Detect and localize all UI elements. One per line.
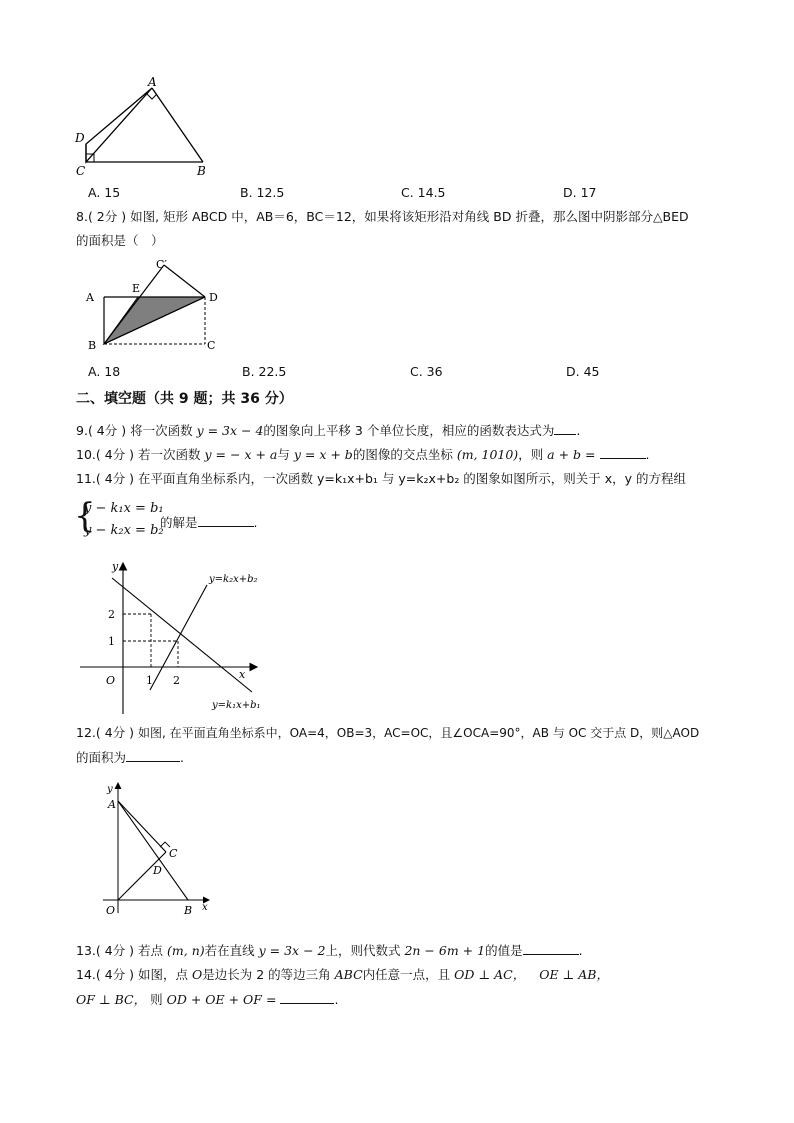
q11-axis-y: y <box>112 560 119 573</box>
q8-option-b[interactable]: B. 22.5 <box>242 364 287 379</box>
q14-formula-6: OD + OE + OF = <box>166 992 277 1007</box>
q8-option-c[interactable]: C. 36 <box>410 364 443 379</box>
q9-score: ( 4分 ) <box>87 423 127 438</box>
q11-axis-x: x <box>239 668 246 681</box>
q8-label-cprime: C′ <box>156 258 167 271</box>
q10-score: ( 4分 ) <box>95 447 135 462</box>
q12-label-y: y <box>107 784 113 795</box>
q11-text-end: . <box>253 515 258 530</box>
q13-stem <box>76 942 583 959</box>
q13-text-e: . <box>578 943 583 958</box>
q14-answer-blank[interactable] <box>280 991 334 1004</box>
q11-eq-2: y − k₂x = b₂ <box>84 523 164 538</box>
q13-formula-2: y = 3x − 2 <box>258 943 326 958</box>
q14-formula-4: OE ⊥ AB， <box>539 967 609 982</box>
q10-number: 10. <box>76 447 96 462</box>
q12-score: ( 4分 ) <box>95 725 135 740</box>
q11-line1-label: y=k₁x+b₁ <box>212 700 261 711</box>
q10-text-a: 若一次函数 <box>138 447 205 462</box>
q14-number: 14. <box>76 967 96 982</box>
q8-text-1: 如图, 矩形 ABCD 中，AB＝6，BC＝12，如果将该矩形沿对角线 BD 折叠，那么图中阴影部分△BED <box>130 209 689 224</box>
q11-system-brace: { <box>74 496 96 536</box>
q12-number: 12. <box>76 725 96 740</box>
q11-stem-line1 <box>76 471 686 487</box>
q8-stem-line1 <box>76 209 689 225</box>
q12-text-end: . <box>180 750 184 765</box>
q10-formula-2: y = x + b <box>293 447 353 462</box>
q11-answer-blank[interactable] <box>198 514 254 527</box>
q14-text-c: 内任意一点，且 <box>362 967 455 982</box>
q8-number: 8. <box>76 209 88 224</box>
q8-label-d: D <box>209 291 218 304</box>
q12-answer-blank[interactable] <box>126 749 180 762</box>
q14-formula-1: O <box>192 967 203 982</box>
q7-option-a[interactable]: A. 15 <box>88 185 121 200</box>
q7-label-d: D <box>75 131 85 145</box>
q14-formula-5: OF ⊥ BC， <box>76 992 147 1007</box>
q9-stem <box>76 422 580 439</box>
q11-text-after: 的解是 <box>160 515 198 530</box>
q11-tick-x2: 2 <box>173 674 180 687</box>
q9-answer-blank[interactable] <box>554 422 576 435</box>
q12-stem-line1 <box>76 725 699 741</box>
q12-stem-line2 <box>76 749 184 766</box>
q13-score: ( 4分 ) <box>95 943 135 958</box>
q9-formula: y = 3x − 4 <box>196 423 264 438</box>
q7-label-b: B <box>197 164 206 178</box>
q13-text-c: 上，则代数式 <box>325 943 405 958</box>
q8-label-a: A <box>86 291 94 304</box>
q10-answer-blank[interactable] <box>600 446 646 459</box>
q8-label-e: E <box>132 282 141 295</box>
q10-formula-3: (m, 1010) <box>456 447 519 462</box>
q13-formula-3: 2n − 6m + 1 <box>404 943 486 958</box>
q14-score: ( 4分 ) <box>95 967 135 982</box>
q7-label-c: C <box>76 164 86 178</box>
q11-tick-x1: 1 <box>146 674 153 687</box>
q14-formula-3: OD ⊥ AC， <box>454 967 526 982</box>
q11-graph <box>76 558 276 718</box>
q11-tick-y1: 1 <box>108 635 115 648</box>
q12-label-d: D <box>153 864 162 877</box>
q12-text-2: 的面积为 <box>76 750 127 765</box>
q13-text-d: 的值是 <box>485 943 523 958</box>
q13-formula-1: (m, n) <box>167 943 205 958</box>
q7-figure <box>70 74 220 179</box>
q11-tick-y2: 2 <box>108 608 115 621</box>
q10-formula-4: a + b = <box>547 447 596 462</box>
q11-text-1: 在平面直角坐标系内，一次函数 y=k₁x+b₁ 与 y=k₂x+b₂ 的图象如图所示，则关于 x，y 的方程组 <box>138 471 687 486</box>
q14-text-d: 则 <box>150 992 167 1007</box>
q13-answer-blank[interactable] <box>523 942 579 955</box>
q12-figure <box>98 778 218 918</box>
q9-text-b: 的图象向上平移 3 个单位长度，相应的函数表达式为 <box>263 423 555 438</box>
q14-formula-2: ABC <box>334 967 363 982</box>
q13-text-a: 若点 <box>138 943 168 958</box>
q7-option-c[interactable]: C. 14.5 <box>401 185 446 200</box>
q10-formula-1: y = − x + a <box>204 447 278 462</box>
q11-score: ( 4分 ) <box>95 471 135 486</box>
q12-text-1: 如图, 在平面直角坐标系中，OA=4，OB=3，AC=OC，且∠OCA=90°，AB 与 OC 交于点 D，则△AOD <box>138 726 700 740</box>
q12-label-a: A <box>108 798 116 811</box>
q11-eq-1: y − k₁x = b₁ <box>84 501 164 516</box>
q11-origin: O <box>106 674 116 687</box>
q14-stem-line2 <box>76 991 338 1008</box>
q8-option-a[interactable]: A. 18 <box>88 364 121 379</box>
q12-label-o: O <box>106 904 116 917</box>
q9-number: 9. <box>76 423 88 438</box>
q11-line2-label: y=k₂x+b₂ <box>209 574 258 585</box>
section-heading: 二、填空题（共 9 题；共 36 分） <box>76 391 293 407</box>
q10-text-c: 的图像的交点坐标 <box>352 447 457 462</box>
q9-text-a: 将一次函数 <box>130 423 197 438</box>
q9-text-c: . <box>576 423 581 438</box>
q12-label-c: C <box>169 847 178 860</box>
q11-number: 11. <box>76 471 96 486</box>
q12-label-x: x <box>202 902 208 913</box>
q14-stem-line1 <box>76 967 609 983</box>
q14-text-b: 是边长为 2 的等边三角 <box>202 967 335 982</box>
q8-option-d[interactable]: D. 45 <box>566 364 600 379</box>
q7-option-d[interactable]: D. 17 <box>563 185 597 200</box>
q11-answer-line <box>160 514 258 531</box>
q13-text-b: 若在直线 <box>204 943 259 958</box>
q8-text-2: 的面积是（ ） <box>76 233 164 248</box>
q7-label-a: A <box>148 75 157 89</box>
q8-label-c: C <box>207 339 216 352</box>
q10-stem <box>76 446 649 463</box>
q8-score: ( 2分 ) <box>87 209 127 224</box>
q12-label-b: B <box>184 904 193 917</box>
q10-text-b: 与 <box>277 447 294 462</box>
q14-text-a: 如图，点 <box>138 967 193 982</box>
q10-text-e: . <box>645 447 650 462</box>
q10-text-d: ，则 <box>518 447 548 462</box>
q13-number: 13. <box>76 943 96 958</box>
q8-figure <box>78 256 228 356</box>
q8-label-b: B <box>88 339 97 352</box>
q7-option-b[interactable]: B. 12.5 <box>240 185 285 200</box>
q14-text-e: . <box>334 992 339 1007</box>
